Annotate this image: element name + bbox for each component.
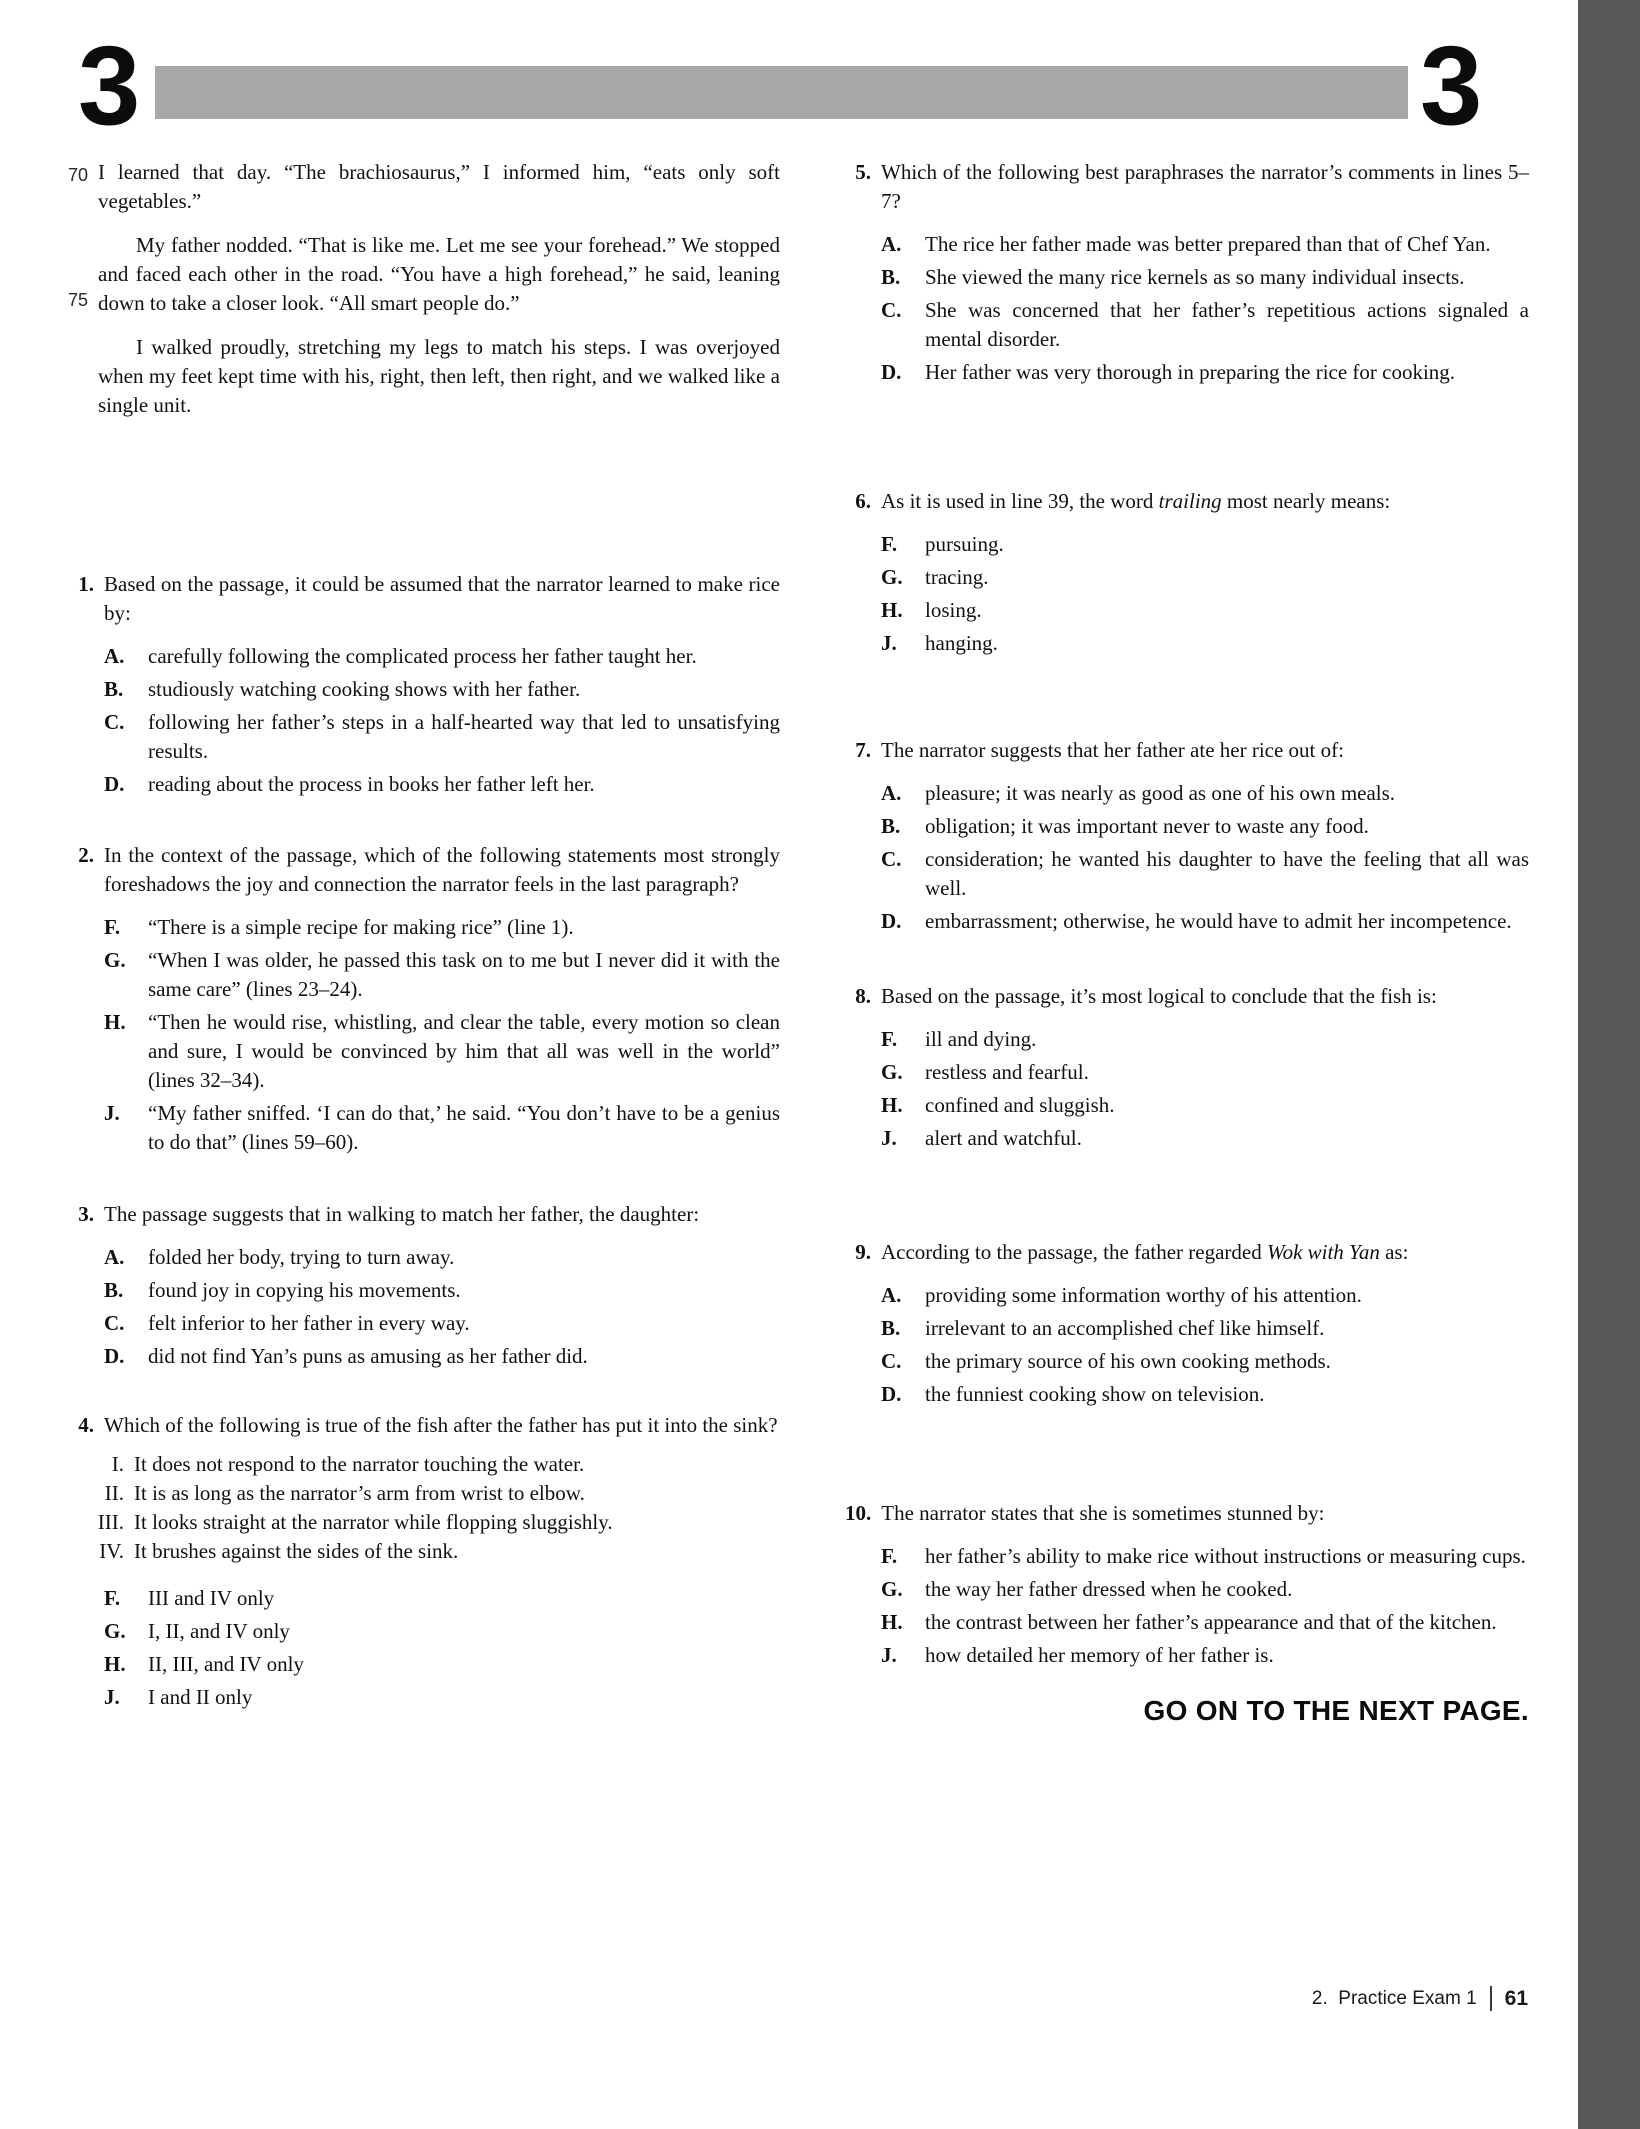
footer-divider xyxy=(1490,1986,1492,2011)
option-text: ill and dying. xyxy=(925,1027,1037,1051)
question-7 xyxy=(845,736,1529,936)
question-6 xyxy=(845,487,1529,658)
option-text: consideration; he wanted his daughter to have the feeling that all was well. xyxy=(925,847,1529,900)
roman-item xyxy=(68,1537,780,1566)
roman-item xyxy=(68,1508,780,1537)
option-letter: J. xyxy=(881,1643,897,1667)
question-number: 5. xyxy=(855,160,871,184)
option-text: confined and sluggish. xyxy=(925,1093,1115,1117)
question-stem-row xyxy=(845,1238,1529,1267)
question-stem xyxy=(881,487,1529,516)
option-letter: H. xyxy=(104,1010,126,1034)
option-A xyxy=(881,230,1529,259)
question-9 xyxy=(845,1238,1529,1409)
option-F xyxy=(881,1025,1529,1054)
option-text: studiously watching cooking shows with her father. xyxy=(148,677,581,701)
stem-text: Which of the following is true of the fish after the father has put it into the sink? xyxy=(104,1413,778,1437)
question-number: 1. xyxy=(78,572,94,596)
option-A xyxy=(881,779,1529,808)
passage xyxy=(68,158,780,420)
question-stem xyxy=(104,1200,780,1229)
roman-numeral: II. xyxy=(104,1481,124,1505)
roman-item-text: It looks straight at the narrator while flopping sluggishly. xyxy=(134,1510,613,1534)
question-4 xyxy=(68,1411,780,1712)
question-number: 4. xyxy=(78,1413,94,1437)
footer-page-number: 61 xyxy=(1504,1986,1528,2010)
option-G xyxy=(104,1617,780,1646)
section-number-right: 3 xyxy=(1420,23,1480,148)
question-stem xyxy=(104,570,780,628)
option-letter: A. xyxy=(104,644,125,668)
option-letter: C. xyxy=(881,1349,902,1373)
option-C xyxy=(881,1347,1529,1376)
option-text: following her father’s steps in a half-hearted way that led to unsatisfying results. xyxy=(148,710,780,763)
option-text: tracing. xyxy=(925,565,989,589)
option-D xyxy=(881,358,1529,387)
option-list xyxy=(104,642,780,799)
option-letter: B. xyxy=(881,265,901,289)
question-number: 7. xyxy=(855,738,871,762)
passage-paragraph xyxy=(68,231,780,318)
option-text: III and IV only xyxy=(148,1586,275,1610)
option-text: obligation; it was important never to waste any food. xyxy=(925,814,1369,838)
question-stem xyxy=(881,982,1529,1011)
passage-paragraph xyxy=(68,333,780,420)
option-list xyxy=(881,530,1529,658)
question-stem xyxy=(881,158,1529,216)
question-number: 8. xyxy=(855,984,871,1008)
option-text: I, II, and IV only xyxy=(148,1619,290,1643)
passage-text: My father nodded. “That is like me. Let me see your forehead.” We stopped and faced each other in the road. “You have a high forehead,” he said, leaning down to take a closer look. “All smart people do.” xyxy=(98,233,780,315)
option-C xyxy=(881,845,1529,903)
option-letter: B. xyxy=(881,1316,901,1340)
option-letter: G. xyxy=(104,948,126,972)
stem-text: Based on the passage, it’s most logical to conclude that the fish is: xyxy=(881,984,1437,1008)
option-letter: G. xyxy=(881,565,903,589)
option-B xyxy=(104,1276,780,1305)
option-letter: G. xyxy=(881,1577,903,1601)
option-C xyxy=(104,1309,780,1338)
option-text: restless and fearful. xyxy=(925,1060,1089,1084)
roman-item-list xyxy=(68,1450,780,1566)
option-G xyxy=(881,563,1529,592)
option-letter: D. xyxy=(881,360,902,384)
stem-text: The narrator suggests that her father ate her rice out of: xyxy=(881,738,1344,762)
stem-text: In the context of the passage, which of the following statements most strongly foreshadows the joy and connection the narrator feels in the last paragraph? xyxy=(104,843,780,896)
option-letter: F. xyxy=(881,532,898,556)
option-B xyxy=(881,263,1529,292)
question-2 xyxy=(68,841,780,1157)
roman-numeral: IV. xyxy=(99,1539,124,1563)
option-letter: A. xyxy=(881,781,902,805)
option-A xyxy=(104,642,780,671)
option-H xyxy=(104,1008,780,1095)
stem-text: The narrator states that she is sometimes stunned by: xyxy=(881,1501,1325,1525)
option-letter: H. xyxy=(881,1093,903,1117)
option-letter: D. xyxy=(104,1344,125,1368)
question-3 xyxy=(68,1200,780,1371)
stem-text: According to the passage, the father regarded xyxy=(881,1240,1267,1264)
stem-text: Based on the passage, it could be assumed that the narrator learned to make rice by: xyxy=(104,572,780,625)
option-letter: J. xyxy=(881,1126,897,1150)
question-8 xyxy=(845,982,1529,1153)
question-stem-row xyxy=(845,158,1529,216)
option-text: folded her body, trying to turn away. xyxy=(148,1245,455,1269)
stem-text: most nearly means: xyxy=(1221,489,1391,513)
option-letter: H. xyxy=(881,1610,903,1634)
option-C xyxy=(881,296,1529,354)
option-D xyxy=(104,770,780,799)
question-stem xyxy=(104,1411,780,1440)
option-J xyxy=(104,1683,780,1712)
go-on-instruction: GO ON TO THE NEXT PAGE. xyxy=(1143,1695,1529,1726)
question-5 xyxy=(845,158,1529,387)
question-stem-row xyxy=(845,1499,1529,1528)
option-letter: F. xyxy=(881,1544,898,1568)
option-D xyxy=(104,1342,780,1371)
question-stem xyxy=(881,1238,1529,1267)
line-number: 70 xyxy=(68,165,89,185)
option-text: “My father sniffed. ‘I can do that,’ he said. “You don’t have to be a genius to do that” (lines 59–60). xyxy=(148,1101,780,1154)
option-letter: J. xyxy=(881,631,897,655)
option-list xyxy=(881,779,1529,936)
option-letter: A. xyxy=(881,232,902,256)
option-list xyxy=(881,1025,1529,1153)
passage-text: I learned that day. “The brachiosaurus,” I informed him, “eats only soft vegetables.” xyxy=(98,160,780,213)
footer-chapter-label: 2. Practice Exam 1 xyxy=(1311,1987,1477,2009)
option-D xyxy=(881,1380,1529,1409)
option-C xyxy=(104,708,780,766)
stem-text: Which of the following best paraphrases the narrator’s comments in lines 5–7? xyxy=(881,160,1529,213)
option-letter: D. xyxy=(104,772,125,796)
option-letter: G. xyxy=(881,1060,903,1084)
roman-numeral: III. xyxy=(97,1510,124,1534)
roman-item xyxy=(68,1450,780,1479)
question-list-right xyxy=(845,158,1529,1670)
question-stem-row xyxy=(68,1411,780,1440)
option-list xyxy=(104,1243,780,1371)
option-text: pleasure; it was nearly as good as one of his own meals. xyxy=(925,781,1396,805)
option-letter: A. xyxy=(881,1283,902,1307)
question-1 xyxy=(68,570,780,799)
option-F xyxy=(104,913,780,942)
option-list xyxy=(104,913,780,1157)
option-J xyxy=(104,1099,780,1157)
option-H xyxy=(881,1091,1529,1120)
option-text: She viewed the many rice kernels as so many individual insects. xyxy=(925,265,1465,289)
question-stem-row xyxy=(68,1200,780,1229)
option-list xyxy=(881,1542,1529,1670)
question-stem xyxy=(881,736,1529,765)
question-number: 9. xyxy=(855,1240,871,1264)
option-letter: H. xyxy=(104,1652,126,1676)
option-J xyxy=(881,1641,1529,1670)
passage-text: I walked proudly, stretching my legs to match his steps. I was overjoyed when my feet kept time with his, right, then left, then right, and we walked like a single unit. xyxy=(98,335,780,417)
question-number: 3. xyxy=(78,1202,94,1226)
question-number: 10. xyxy=(845,1501,872,1525)
option-text: the contrast between her father’s appearance and that of the kitchen. xyxy=(925,1610,1497,1634)
option-H xyxy=(881,1608,1529,1637)
question-stem-row xyxy=(845,736,1529,765)
question-list-left xyxy=(68,570,780,1712)
option-letter: H. xyxy=(881,598,903,622)
option-list xyxy=(104,1584,780,1712)
option-letter: J. xyxy=(104,1101,120,1125)
italic-term: Wok with Yan xyxy=(1267,1240,1380,1264)
option-list xyxy=(881,1281,1529,1409)
option-text: reading about the process in books her father left her. xyxy=(148,772,595,796)
roman-item xyxy=(68,1479,780,1508)
option-letter: B. xyxy=(104,677,124,701)
option-letter: A. xyxy=(104,1245,125,1269)
option-text: providing some information worthy of his attention. xyxy=(925,1283,1362,1307)
option-text: I and II only xyxy=(148,1685,253,1709)
option-F xyxy=(881,1542,1529,1571)
option-letter: G. xyxy=(104,1619,126,1643)
question-number: 6. xyxy=(855,489,871,513)
section-number-left: 3 xyxy=(78,23,138,148)
option-D xyxy=(881,907,1529,936)
option-letter: F. xyxy=(881,1027,898,1051)
question-stem-row xyxy=(68,570,780,628)
option-text: the primary source of his own cooking methods. xyxy=(925,1349,1331,1373)
option-text: the funniest cooking show on television. xyxy=(925,1382,1265,1406)
option-text: The rice her father made was better prepared than that of Chef Yan. xyxy=(925,232,1491,256)
option-text: felt inferior to her father in every way. xyxy=(148,1311,470,1335)
stem-text: as: xyxy=(1379,1240,1409,1264)
option-text: found joy in copying his movements. xyxy=(148,1278,461,1302)
option-text: did not find Yan’s puns as amusing as her father did. xyxy=(148,1344,588,1368)
option-H xyxy=(104,1650,780,1679)
question-stem xyxy=(104,841,780,899)
option-text: the way her father dressed when he cooked. xyxy=(925,1577,1293,1601)
right-column xyxy=(845,158,1529,1725)
option-G xyxy=(881,1575,1529,1604)
option-text: embarrassment; otherwise, he would have to admit her incompetence. xyxy=(925,909,1512,933)
option-text: “There is a simple recipe for making rice” (line 1). xyxy=(148,915,574,939)
question-stem xyxy=(881,1499,1529,1528)
option-letter: C. xyxy=(881,847,902,871)
question-stem-row xyxy=(845,982,1529,1011)
stem-text: As it is used in line 39, the word xyxy=(881,489,1159,513)
question-stem-row xyxy=(68,841,780,899)
header-bar xyxy=(155,66,1408,119)
option-letter: B. xyxy=(881,814,901,838)
option-letter: C. xyxy=(104,1311,125,1335)
option-letter: C. xyxy=(881,298,902,322)
option-G xyxy=(881,1058,1529,1087)
option-letter: F. xyxy=(104,1586,121,1610)
option-A xyxy=(881,1281,1529,1310)
option-text: She was concerned that her father’s repetitious actions signaled a mental disorder. xyxy=(925,298,1529,351)
passage-paragraph xyxy=(68,158,780,216)
option-H xyxy=(881,596,1529,625)
option-letter: B. xyxy=(104,1278,124,1302)
option-text: carefully following the complicated process her father taught her. xyxy=(148,644,697,668)
option-A xyxy=(104,1243,780,1272)
option-text: Her father was very thorough in preparing the rice for cooking. xyxy=(925,360,1456,384)
question-stem-row xyxy=(845,487,1529,516)
option-text: pursuing. xyxy=(925,532,1004,556)
option-text: hanging. xyxy=(925,631,998,655)
option-text: irrelevant to an accomplished chef like himself. xyxy=(925,1316,1325,1340)
option-text: “Then he would rise, whistling, and clear the table, every motion so clean and sure, I would be convinced by him that all was well in the world” (lines 32–34). xyxy=(148,1010,780,1092)
option-letter: D. xyxy=(881,909,902,933)
page-footer xyxy=(1312,1986,1528,2011)
option-B xyxy=(104,675,780,704)
roman-item-text: It brushes against the sides of the sink. xyxy=(134,1539,459,1563)
option-letter: F. xyxy=(104,915,121,939)
page-edge-strip xyxy=(1578,0,1640,2129)
roman-item-text: It does not respond to the narrator touching the water. xyxy=(134,1452,585,1476)
option-text: alert and watchful. xyxy=(925,1126,1082,1150)
option-text: how detailed her memory of her father is. xyxy=(925,1643,1274,1667)
option-letter: D. xyxy=(881,1382,902,1406)
roman-numeral: I. xyxy=(111,1452,124,1476)
option-J xyxy=(881,629,1529,658)
stem-text: The passage suggests that in walking to match her father, the daughter: xyxy=(104,1202,700,1226)
option-text: II, III, and IV only xyxy=(148,1652,304,1676)
option-B xyxy=(881,1314,1529,1343)
option-text: her father’s ability to make rice without instructions or measuring cups. xyxy=(925,1544,1526,1568)
left-column xyxy=(68,158,780,1712)
option-B xyxy=(881,812,1529,841)
option-F xyxy=(104,1584,780,1613)
option-text: “When I was older, he passed this task on to me but I never did it with the same care” (lines 23–24). xyxy=(148,948,780,1001)
question-10 xyxy=(845,1499,1529,1670)
option-text: losing. xyxy=(925,598,982,622)
italic-term: trailing xyxy=(1158,489,1222,513)
option-list xyxy=(881,230,1529,387)
option-J xyxy=(881,1124,1529,1153)
line-number: 75 xyxy=(68,290,89,310)
option-letter: C. xyxy=(104,710,125,734)
question-number: 2. xyxy=(78,843,94,867)
option-G xyxy=(104,946,780,1004)
roman-item-text: It is as long as the narrator’s arm from wrist to elbow. xyxy=(134,1481,585,1505)
option-F xyxy=(881,530,1529,559)
option-letter: J. xyxy=(104,1685,120,1709)
